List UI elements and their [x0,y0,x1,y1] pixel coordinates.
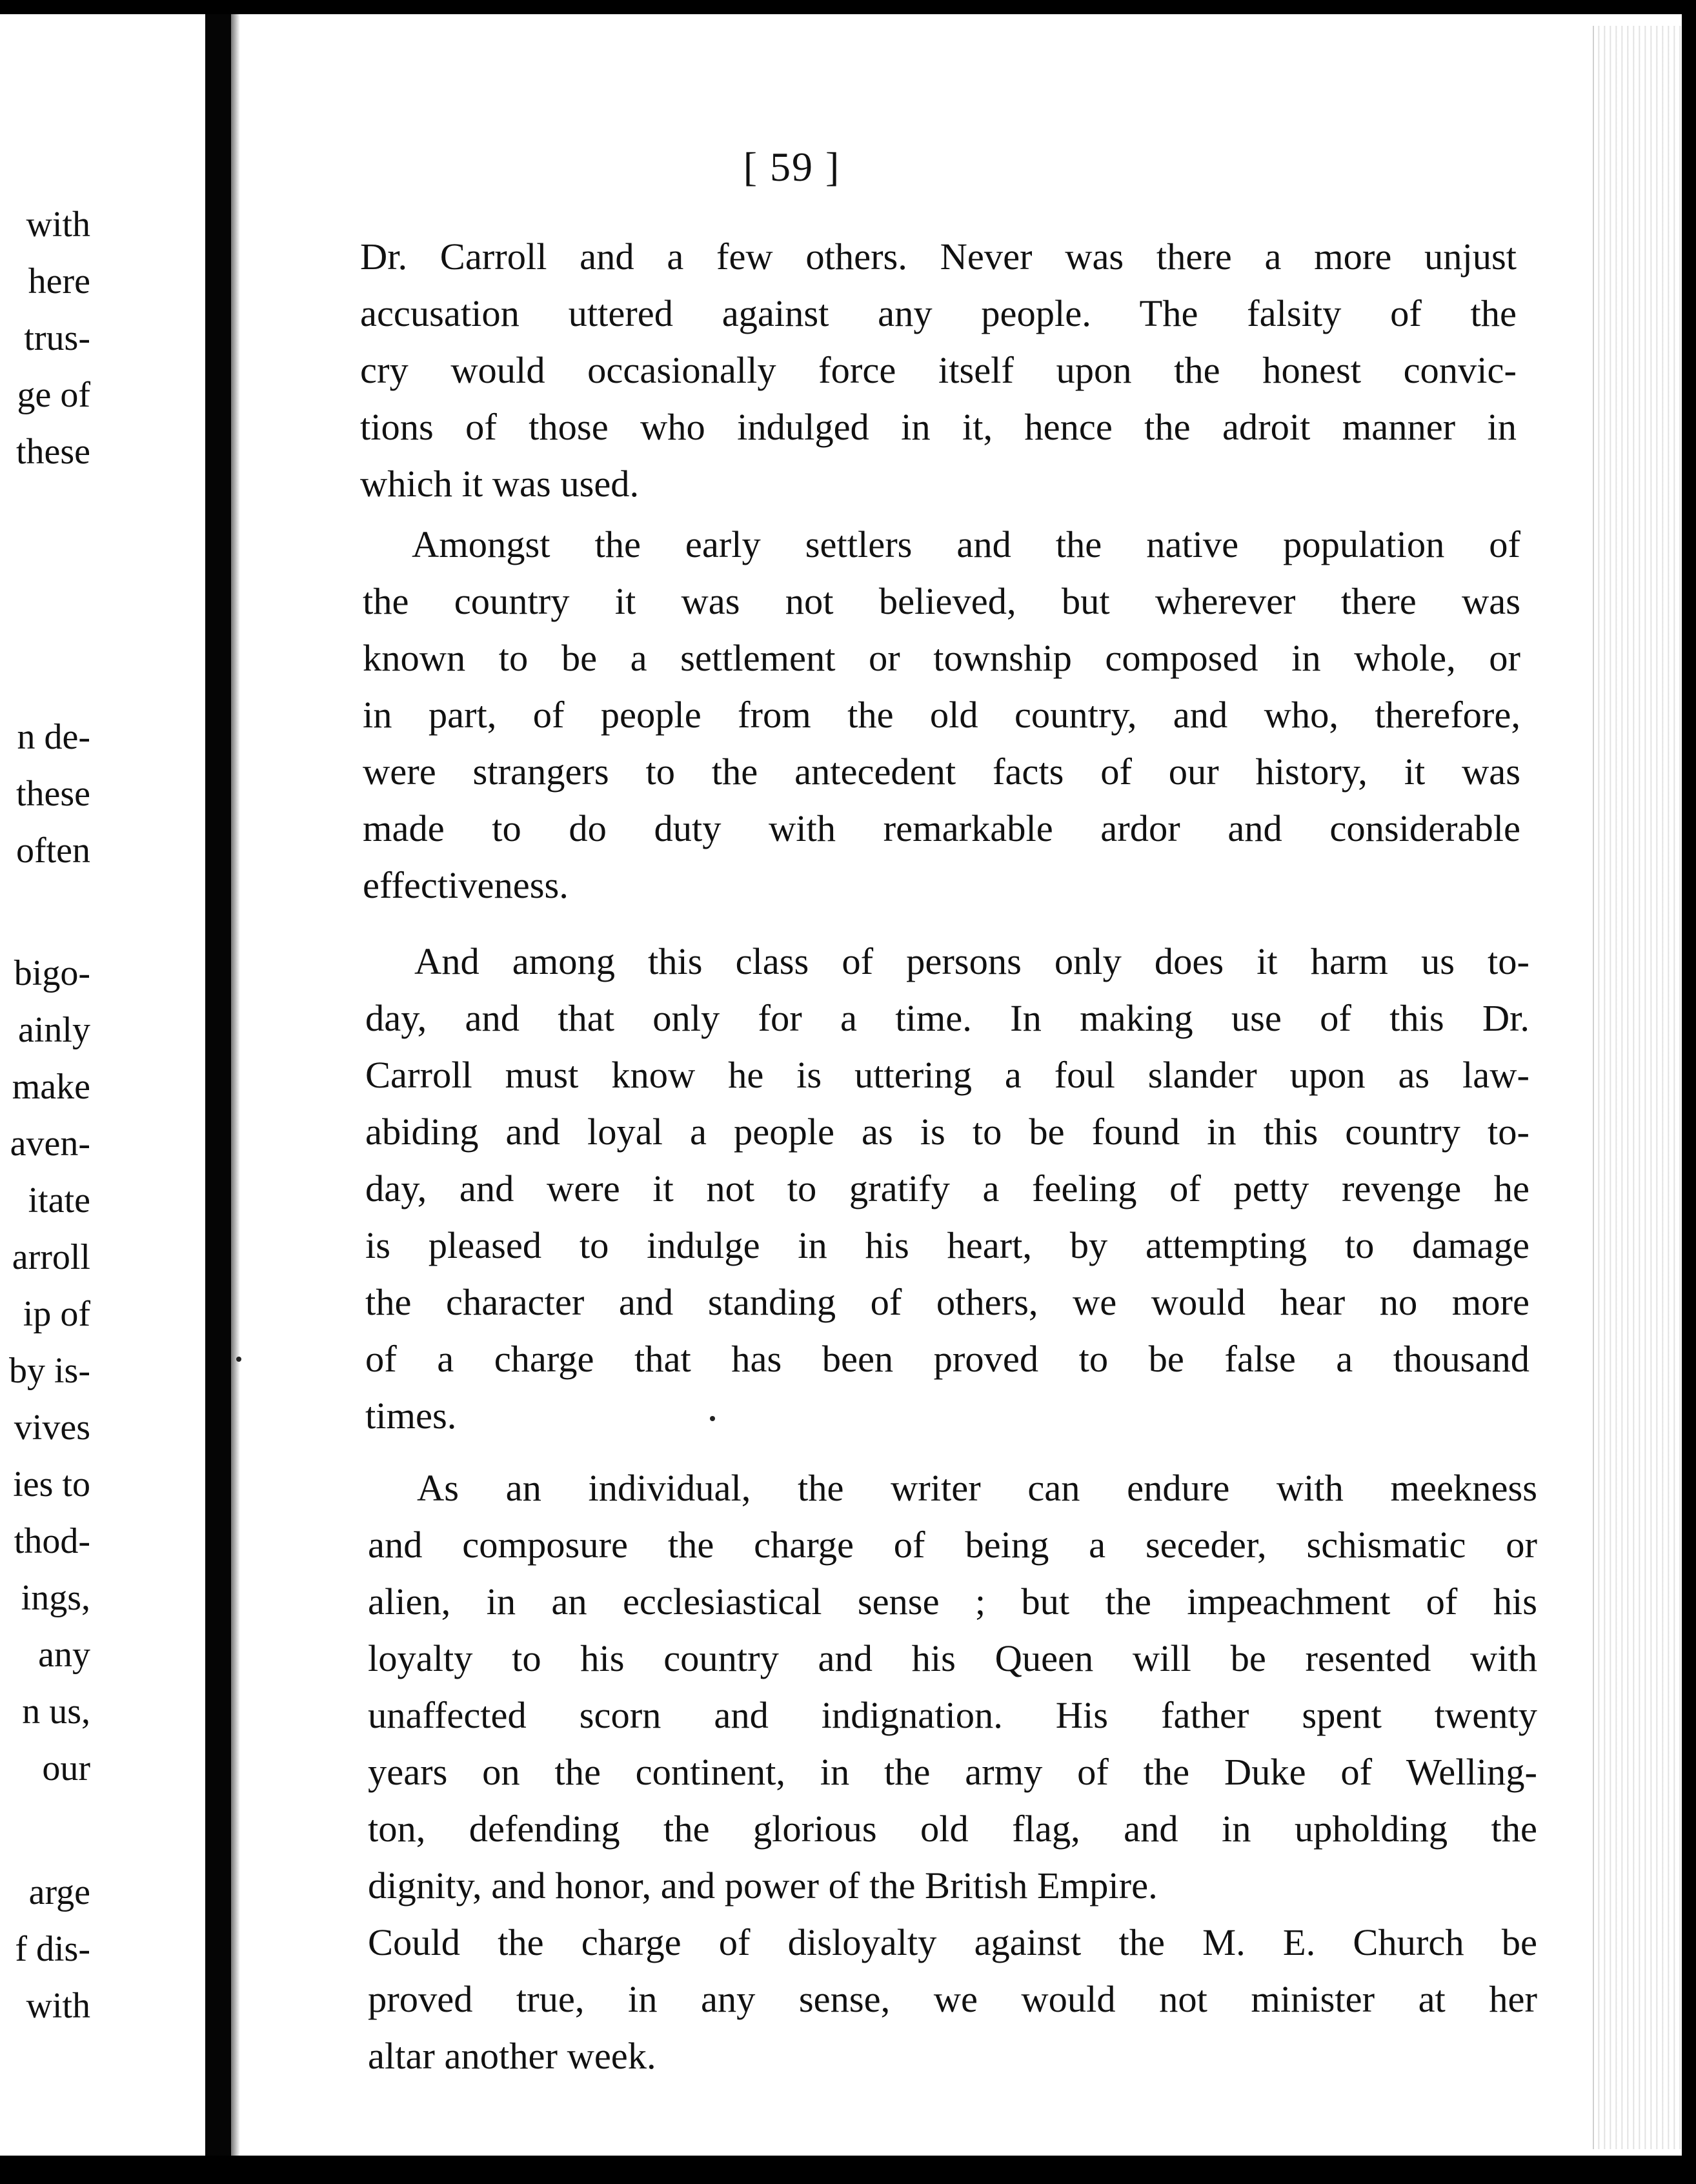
text-line: accusation uttered against any people. The falsity of the [360,292,1517,334]
left-fragment: n us, [22,1692,90,1732]
text-line: which it was used. [360,463,640,505]
text-line: the character and standing of others, we would hear no more [365,1281,1529,1323]
text-line: alien, in an ecclesiastical sense ; but the impeachment of his [368,1581,1537,1623]
gutter-shadow [231,0,240,2184]
text-line: day, and that only for a time. In making use of this Dr. [365,997,1529,1039]
left-fragment: itate [28,1180,90,1220]
text-line: times. [365,1395,457,1437]
scan-speck [710,1416,715,1421]
paragraph-2 [363,516,1520,914]
text-line: Carroll must know he is uttering a foul slander upon as law- [365,1054,1529,1096]
left-fragment: these [15,432,90,472]
left-fragment: ings, [21,1578,90,1618]
text-line: the country it was not believed, but wherever there was [363,580,1520,622]
scan-border-bottom [0,2156,1696,2184]
left-fragment: our [42,1748,90,1788]
text-line: is pleased to indulge in his heart, by attempting to damage [365,1224,1529,1266]
paragraph-4 [368,1460,1537,2085]
left-fragment: n de- [17,717,90,757]
page-number: [ 59 ] [743,144,841,190]
left-fragment: make [12,1067,90,1107]
left-fragment: aven- [10,1124,90,1164]
left-fragment: with [26,205,90,245]
text-line: Dr. Carroll and a few others. Never was there a more unjust [360,236,1517,278]
text-line: Amongst the early settlers and the native population of [412,523,1520,565]
scan-border-top [0,0,1696,14]
text-line: And among this class of persons only does it harm us to- [414,940,1529,982]
left-fragment: vives [14,1408,90,1448]
text-line: effectiveness. [363,864,569,906]
text-line: Could the charge of disloyalty against the M. E. Church be [368,1921,1537,1963]
text-line: were strangers to the antecedent facts of our history, it was [363,751,1520,793]
paragraph-1 [360,228,1517,512]
left-fragment: thod- [14,1521,90,1561]
left-fragment: here [28,261,90,301]
left-fragment: often [15,831,90,871]
book-gutter [205,0,231,2184]
text-line: known to be a settlement or township composed in whole, or [363,637,1520,679]
text-line: loyalty to his country and his Queen will be resented with [368,1637,1537,1679]
text-line: years on the continent, in the army of the Duke of Welling- [368,1751,1537,1793]
text-line: and composure the charge of being a seceder, schismatic or [368,1524,1537,1566]
text-line: of a charge that has been proved to be false a thousand [365,1338,1529,1380]
scan-speck [236,1357,241,1362]
main-page [240,14,1593,2156]
left-fragment: trus- [24,318,90,358]
left-fragment: arroll [12,1237,90,1277]
text-line: made to do duty with remarkable ardor and considerable [363,807,1520,849]
text-line: in part, of people from the old country, and who, therefore, [363,694,1520,736]
previous-page-text-fragments [0,0,90,2184]
left-fragment: arge [28,1872,90,1912]
left-fragment: by is- [9,1351,90,1391]
text-line: cry would occasionally force itself upon the honest convic- [360,349,1517,391]
text-line: ton, defending the glorious old flag, and in upholding the [368,1808,1537,1850]
text-line: dignity, and honor, and power of the British Empire. [368,1865,1158,1906]
left-fragment: ip of [23,1294,90,1334]
left-fragment: f dis- [15,1929,90,1969]
left-fragment: ge of [17,375,90,415]
left-fragment: these [15,774,90,814]
scan-border-right [1682,0,1696,2184]
text-line: altar another week. [368,2035,656,2077]
text-line: unaffected scorn and indignation. His father spent twenty [368,1694,1537,1736]
text-line: tions of those who indulged in it, hence the adroit manner in [360,406,1517,448]
left-fragment: any [38,1635,90,1675]
text-line: As an individual, the writer can endure with meekness [417,1467,1537,1509]
left-fragment: with [26,1986,90,2026]
paragraph-3 [365,933,1529,1444]
previous-page-edge [0,0,205,2184]
page-stack-edge [1593,26,1683,2149]
text-line: abiding and loyal a people as is to be found in this country to- [365,1111,1529,1153]
text-line: day, and were it not to gratify a feeling of petty revenge he [365,1168,1529,1209]
left-fragment: ies to [13,1464,90,1504]
left-fragment: bigo- [14,953,90,993]
left-fragment: ainly [18,1010,90,1050]
text-line: proved true, in any sense, we would not minister at her [368,1978,1537,2020]
